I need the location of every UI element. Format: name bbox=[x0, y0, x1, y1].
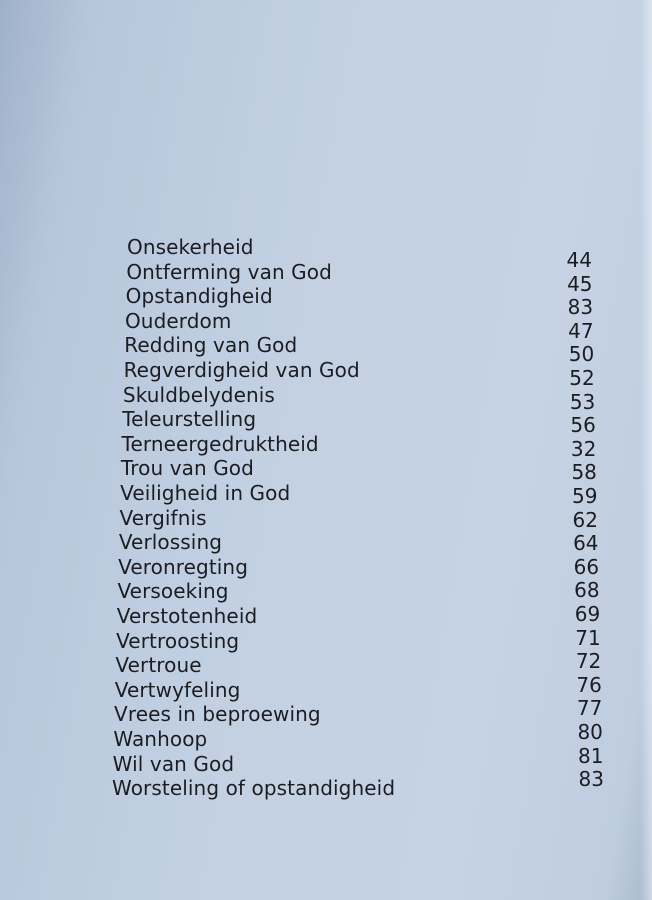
toc-entry-title: Opstandigheid bbox=[125, 284, 273, 309]
toc-entry-title: Terneergedruktheid bbox=[121, 431, 319, 456]
toc-entry-title: Wil van God bbox=[112, 751, 235, 776]
toc-entry-title: Verstotenheid bbox=[116, 604, 258, 628]
toc-entry-title: Ouderdom bbox=[124, 308, 232, 333]
toc-entry-title: Redding van God bbox=[124, 333, 298, 358]
toc-entry-title: Ontferming van God bbox=[126, 259, 332, 284]
toc-entry-page-number: 52 bbox=[569, 366, 595, 390]
toc-entry-page-number: 72 bbox=[575, 649, 602, 674]
toc-entry-page-number: 80 bbox=[577, 720, 603, 744]
toc-entry-title: Teleurstelling bbox=[122, 407, 257, 432]
toc-entry-title: Vergifnis bbox=[119, 505, 207, 530]
toc-entry-title: Veiligheid in God bbox=[120, 481, 291, 505]
toc-entry-page-number: 44 bbox=[566, 248, 592, 272]
toc-entry-page-number: 81 bbox=[578, 743, 604, 768]
toc-entry-title: Wanhoop bbox=[113, 727, 208, 751]
toc-entry-title: Onsekerheid bbox=[127, 235, 254, 259]
toc-entry-title: Verlossing bbox=[118, 530, 223, 555]
toc-entry-page-number: 47 bbox=[568, 318, 594, 343]
toc-entry-page-number: 77 bbox=[576, 696, 603, 721]
toc-entry-page-number: 53 bbox=[569, 389, 596, 414]
toc-entry-page-number: 62 bbox=[572, 507, 598, 532]
toc-entry-title: Regverdigheid van God bbox=[123, 358, 360, 382]
toc-entry-title: Skuldbelydenis bbox=[122, 382, 275, 407]
toc-entry-title: Veronregting bbox=[118, 554, 249, 579]
toc-entry-page-number: 50 bbox=[568, 342, 595, 367]
toc-entry-page-number: 45 bbox=[567, 271, 593, 296]
toc-entry-title: Trou van God bbox=[120, 456, 254, 481]
toc-entry-title: Vrees in beproewing bbox=[114, 702, 321, 727]
toc-entry-page-number: 76 bbox=[576, 672, 602, 697]
toc-entry-page-number: 71 bbox=[575, 625, 601, 650]
toc-entry-page-number: 83 bbox=[578, 767, 604, 792]
toc-entry-page-number: 32 bbox=[570, 436, 597, 461]
toc-entry-page-number: 64 bbox=[573, 531, 599, 556]
toc-entry-page-number: 66 bbox=[573, 554, 600, 579]
toc-entry-title: Vertroue bbox=[115, 653, 202, 678]
toc-entry-page-number: 56 bbox=[570, 413, 596, 438]
toc-entry-page-number: 68 bbox=[574, 578, 600, 603]
toc-entry-title: Worsteling of opstandigheid bbox=[112, 776, 396, 801]
toc-entry-title: Versoeking bbox=[117, 579, 229, 604]
toc-entry-title: Vertwyfeling bbox=[114, 677, 241, 702]
toc-entry-title: Vertroosting bbox=[116, 628, 240, 653]
toc-entry-page-number: 59 bbox=[572, 484, 598, 508]
toc-entry-page-number: 83 bbox=[567, 295, 594, 320]
toc-entry-page-number: 58 bbox=[571, 460, 597, 485]
toc-entry-page-number: 69 bbox=[574, 602, 601, 626]
